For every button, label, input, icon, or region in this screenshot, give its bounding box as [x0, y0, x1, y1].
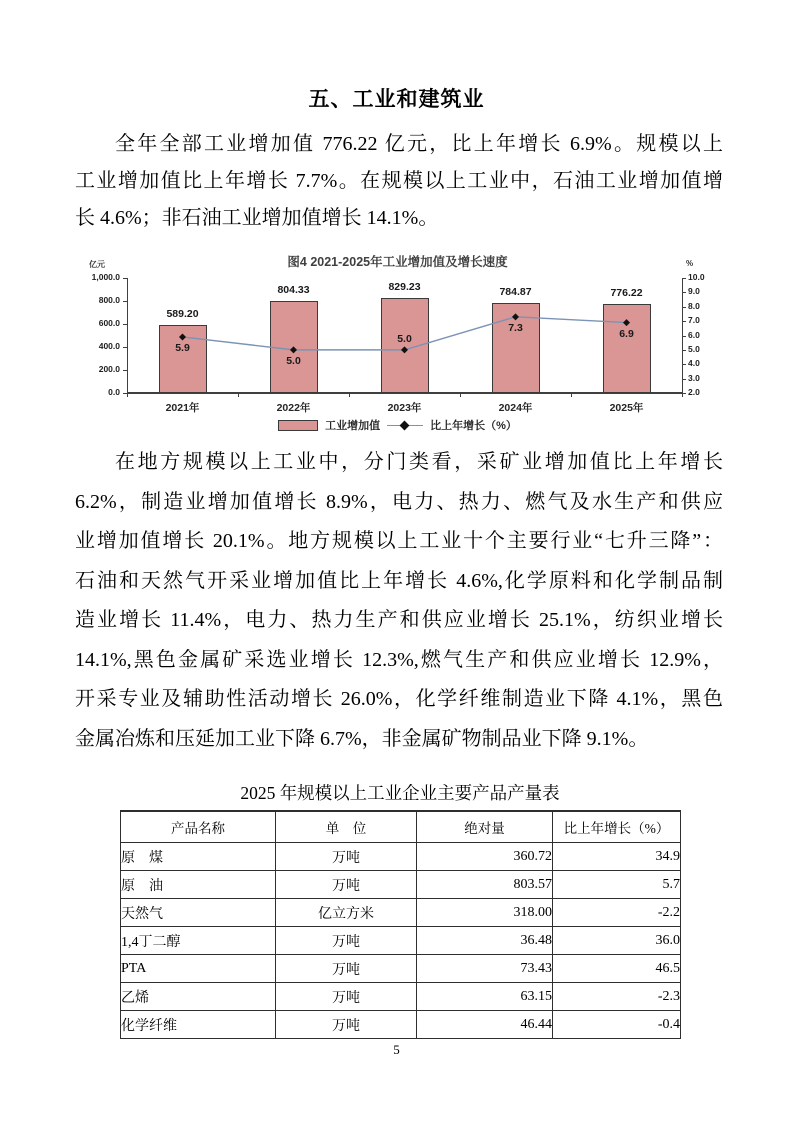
table-cell: 亿立方米 — [276, 899, 417, 927]
growth-value-label: 5.0 — [397, 332, 412, 345]
table-cell: 万吨 — [276, 927, 417, 955]
left-axis-tick — [123, 278, 127, 279]
bar-industry-value — [159, 325, 207, 393]
table-header-cell: 绝对量 — [417, 811, 553, 843]
table-cell: 803.57 — [417, 871, 553, 899]
table-header-cell: 产品名称 — [121, 811, 276, 843]
x-axis-tick — [460, 393, 461, 397]
table-cell: PTA — [121, 955, 276, 983]
right-axis-tick-label: 10.0 — [688, 272, 705, 282]
bar-industry-value — [603, 304, 651, 393]
paragraph2-line: 开采专业及辅助性活动增长 26.0%，化学纤维制造业下降 4.1%，黑色 — [75, 688, 723, 710]
x-axis-category-label: 2021年 — [165, 402, 200, 414]
page-number: 5 — [393, 1042, 400, 1057]
bar-value-label: 776.22 — [610, 286, 643, 299]
table-cell: 万吨 — [276, 843, 417, 871]
right-axis-tick — [682, 321, 686, 322]
table-cell: 万吨 — [276, 871, 417, 899]
table-row — [121, 927, 681, 955]
legend-line-swatch — [387, 420, 423, 431]
table-row — [121, 843, 681, 871]
bar-value-label: 784.87 — [499, 285, 532, 298]
left-axis-tick — [123, 370, 127, 371]
right-axis-tick-label: 9.0 — [688, 286, 700, 297]
left-axis-unit-label: 亿元 — [89, 260, 105, 269]
right-axis-tick — [682, 336, 686, 337]
legend-line-label: 比上年增长（%） — [430, 420, 517, 432]
paragraph2-line: 6.2%，制造业增加值增长 8.9%，电力、热力、燃气及水生产和供应 — [75, 490, 723, 513]
right-axis-tick — [682, 307, 686, 308]
table-header-row — [121, 811, 681, 843]
paragraph1-line: 工业增加值比上年增长 7.7%。在规模以上工业中，石油工业增加值增 — [75, 170, 723, 192]
paragraph-industry-overview — [75, 126, 723, 237]
right-axis-tick-label: 6.0 — [688, 329, 700, 340]
table-header-cell: 比上年增长（%） — [553, 811, 681, 843]
x-axis-category-label: 2025年 — [609, 402, 644, 414]
table-cell: 46.5 — [553, 955, 681, 983]
right-axis-tick-label: 4.0 — [688, 358, 700, 369]
table-row — [121, 955, 681, 983]
bar-industry-value — [270, 301, 318, 393]
section-title: 五、工业和建筑业 — [308, 88, 485, 111]
x-axis-tick — [682, 393, 683, 397]
left-axis-tick-label: 600.0 — [98, 318, 120, 328]
table-cell: 乙烯 — [121, 983, 276, 1011]
bar-value-label: 829.23 — [388, 280, 421, 293]
paragraph2-line: 在地方规模以上工业中，分门类看，采矿业增加值比上年增长 — [115, 451, 723, 473]
x-axis-category-label: 2022年 — [276, 402, 311, 414]
growth-value-label: 7.3 — [508, 321, 523, 334]
table-cell: 318.00 — [417, 899, 553, 927]
legend-bar-swatch — [278, 420, 318, 431]
right-axis-tick — [682, 364, 686, 365]
table-cell: 万吨 — [276, 983, 417, 1011]
table-cell: 46.44 — [417, 1011, 553, 1039]
right-axis-tick-label: 8.0 — [688, 300, 700, 311]
bar-industry-value — [492, 303, 540, 393]
right-axis-tick-label: 5.0 — [688, 343, 700, 354]
left-axis-tick-label: 200.0 — [98, 364, 120, 374]
right-axis-tick — [682, 379, 686, 380]
table-cell: 化学纤维 — [121, 1011, 276, 1039]
x-axis-tick — [238, 393, 239, 397]
table-header-cell: 单 位 — [276, 811, 417, 843]
x-axis-tick — [571, 393, 572, 397]
left-axis-tick — [123, 324, 127, 325]
left-axis-tick-label: 800.0 — [98, 295, 120, 305]
paragraph2-line: 业增加值增长 20.1%。地方规模以上工业十个主要行业“七升三降”： — [75, 530, 723, 552]
x-axis-category-label: 2023年 — [387, 402, 422, 414]
left-axis-tick — [123, 301, 127, 302]
figure-industry-chart — [85, 250, 710, 444]
table-row — [121, 1011, 681, 1039]
table-title: 2025 年规模以上工业企业主要产品产量表 — [240, 783, 560, 803]
chart-title: 图4 2021-2025年工业增加值及增长速度 — [287, 255, 508, 269]
table-cell: 原 油 — [121, 871, 276, 899]
table-cell: 36.48 — [417, 927, 553, 955]
growth-value-label: 5.9 — [175, 341, 190, 354]
paragraph1-line: 全年全部工业增加值 776.22 亿元，比上年增长 6.9%。规模以上 — [115, 133, 723, 155]
table-cell: -2.3 — [553, 983, 681, 1011]
table-cell: 73.43 — [417, 955, 553, 983]
legend-line-marker-icon — [400, 420, 410, 430]
x-axis-tick — [127, 393, 128, 397]
x-axis-tick — [349, 393, 350, 397]
table-cell: 万吨 — [276, 955, 417, 983]
table-cell: 5.7 — [553, 871, 681, 899]
table-cell: 原 煤 — [121, 843, 276, 871]
left-axis-line — [127, 278, 128, 393]
bar-value-label: 804.33 — [277, 283, 310, 296]
paragraph1-line: 长 4.6%；非石油工业增加值增长 14.1%。 — [75, 207, 439, 229]
table-cell: 63.15 — [417, 983, 553, 1011]
table-row — [121, 871, 681, 899]
paragraph2-line: 金属冶炼和压延加工业下降 6.7%，非金属矿物制品业下降 9.1%。 — [75, 727, 649, 750]
right-axis-tick-label: 7.0 — [688, 315, 700, 326]
left-axis-tick-label: 1,000.0 — [91, 272, 120, 282]
right-axis-unit-label: % — [686, 259, 694, 268]
right-axis-tick — [682, 292, 686, 293]
table-cell: 36.0 — [553, 927, 681, 955]
right-axis-tick-label: 2.0 — [688, 387, 700, 397]
table-cell: -0.4 — [553, 1011, 681, 1039]
bar-value-label: 589.20 — [166, 308, 199, 321]
legend-bar-label: 工业增加值 — [325, 420, 381, 432]
left-axis-tick — [123, 347, 127, 348]
paragraph2-line: 14.1%,黑色金属矿采选业增长 12.3%,燃气生产和供应业增长 12.9%， — [75, 648, 723, 671]
table-row — [121, 899, 681, 927]
table-cell: -2.2 — [553, 899, 681, 927]
right-axis-tick — [682, 278, 686, 279]
growth-value-label: 6.9 — [619, 327, 634, 340]
table-cell: 34.9 — [553, 843, 681, 871]
table-cell: 1,4丁二醇 — [121, 927, 276, 955]
left-axis-tick-label: 0.0 — [108, 387, 120, 397]
right-axis-tick-label: 3.0 — [688, 372, 700, 383]
growth-value-label: 5.0 — [286, 354, 301, 367]
paragraph-sector-detail — [75, 443, 723, 759]
paragraph2-line: 石油和天然气开采业增加值比上年增长 4.6%,化学原料和化学制品制 — [75, 569, 723, 592]
x-axis-category-label: 2024年 — [498, 402, 533, 414]
table-cell: 天然气 — [121, 899, 276, 927]
table-cell: 360.72 — [417, 843, 553, 871]
table-cell: 万吨 — [276, 1011, 417, 1039]
bar-industry-value — [381, 298, 429, 393]
left-axis-tick-label: 400.0 — [98, 341, 120, 351]
table-row — [121, 983, 681, 1011]
chart-legend — [85, 417, 710, 433]
products-table — [120, 810, 681, 1039]
right-axis-tick — [682, 350, 686, 351]
paragraph2-line: 造业增长 11.4%，电力、热力生产和供应业增长 25.1%，纺织业增长 — [75, 609, 723, 631]
